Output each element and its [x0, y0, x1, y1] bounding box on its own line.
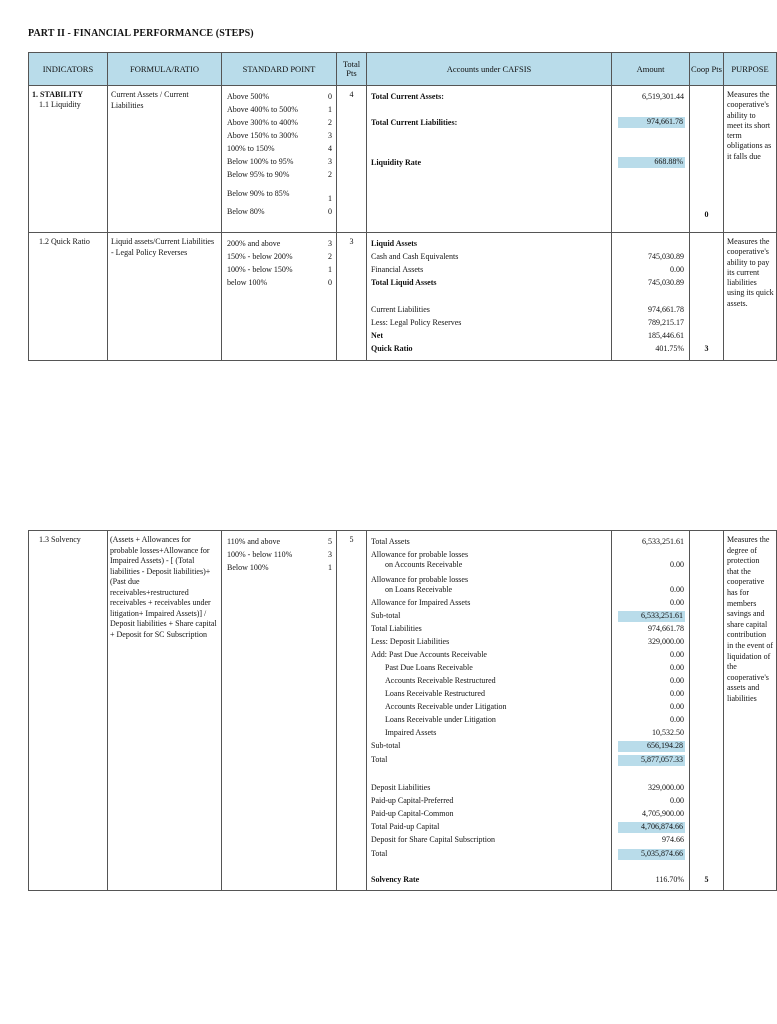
total-pts: 3: [349, 237, 354, 246]
standard-label: Below 100% to 95%: [227, 157, 294, 166]
standard-label: Above 500%: [227, 92, 269, 101]
account-label: on Accounts Receivable: [385, 560, 463, 569]
account-label: Financial Assets: [371, 265, 424, 274]
account-label: Past Due Loans Receivable: [385, 663, 473, 672]
header-total-pts: Total Pts: [337, 53, 367, 86]
section-label: 1. STABILITY: [32, 90, 83, 99]
amount-value: 974,661.78: [648, 624, 684, 633]
standard-pts: 1: [328, 105, 332, 114]
standard-pts: 1: [328, 265, 332, 274]
amount-value: 745,030.89: [648, 252, 684, 261]
standard-label: Above 400% to 500%: [227, 105, 298, 114]
account-label: Allowance for probable losses: [371, 550, 469, 559]
amount-value: 0.00: [670, 598, 684, 607]
account-label: Loans Receivable Restructured: [385, 689, 485, 698]
standard-label: 100% to 150%: [227, 144, 275, 153]
standard-pts: 0: [328, 278, 332, 287]
standard-label: 100% - below 150%: [227, 265, 293, 274]
standard-pts: 0: [328, 92, 332, 101]
total-pts: 4: [349, 90, 354, 99]
table-row-liquidity: [29, 86, 777, 233]
standard-label: Below 100%: [227, 563, 269, 572]
purpose-text: Measures the cooperative's ability to meet its short term obligations as it falls due: [727, 90, 772, 161]
standard-label: 100% - below 110%: [227, 550, 293, 559]
account-label: Allowance for probable losses: [371, 575, 469, 584]
header-indicators: INDICATORS: [29, 53, 108, 86]
account-label: Liquidity Rate: [371, 158, 422, 167]
account-label: Quick Ratio: [371, 344, 413, 353]
header-formula: FORMULA/RATIO: [108, 53, 222, 86]
account-label: Loans Receivable under Litigation: [385, 715, 496, 724]
account-label: Total Assets: [371, 537, 410, 546]
amount-value: 6,533,251.61: [618, 611, 685, 622]
coop-pts: 3: [704, 344, 709, 353]
table-row-solvency: [29, 531, 777, 891]
amount-value: 974.66: [662, 835, 684, 844]
standard-label: below 100%: [227, 278, 268, 287]
header-standard-point: STANDARD POINT: [222, 53, 337, 86]
amount-value: 0.00: [670, 650, 684, 659]
account-label: Less: Legal Policy Reserves: [371, 318, 462, 327]
amount-value: 668.88%: [618, 157, 685, 168]
amount-value: 329,000.00: [648, 637, 684, 646]
coop-pts: 0: [704, 210, 709, 219]
amount-value: 10,532.50: [652, 728, 684, 737]
standard-pts: 0: [328, 207, 332, 216]
indicator-label: 1.3 Solvency: [39, 535, 81, 544]
standard-pts: 3: [328, 157, 332, 166]
amount-value: 974,661.78: [648, 305, 684, 314]
total-pts: 5: [349, 535, 354, 544]
account-label: Accounts Receivable under Litigation: [385, 702, 507, 711]
standard-pts: 2: [328, 170, 332, 179]
account-label: Solvency Rate: [371, 875, 420, 884]
account-label: Allowance for Impaired Assets: [371, 598, 471, 607]
header-amount: Amount: [612, 53, 690, 86]
amount-value: 0.00: [670, 676, 684, 685]
standard-pts: 1: [328, 194, 332, 203]
standard-pts: 3: [328, 239, 332, 248]
solvency-table: [28, 530, 777, 891]
account-label: Impaired Assets: [385, 728, 437, 737]
amount-value: 0.00: [670, 265, 684, 274]
amount-value: 116.70%: [655, 875, 684, 884]
purpose-text: Measures the cooperative's ability to pay its current liabilities using its quick assets.: [727, 237, 774, 308]
amount-value: 4,705,900.00: [642, 809, 684, 818]
amount-value: 0.00: [670, 715, 684, 724]
amount-value: 5,877,057.33: [618, 755, 685, 766]
amount-value: 0.00: [670, 560, 684, 569]
amount-value: 0.00: [670, 689, 684, 698]
account-label: Total Liquid Assets: [371, 278, 437, 287]
amount-value: 401.75%: [655, 344, 684, 353]
table-header-row: [29, 53, 777, 86]
amount-value: 4,706,874.66: [618, 822, 685, 833]
purpose-text: Measures the degree of protection that the cooperative has for members savings and share capital contribution in the event of liquidation of the cooperative's assets and liabilities: [727, 535, 773, 703]
account-label: Paid-up Capital-Preferred: [371, 796, 454, 805]
standard-pts: 1: [328, 563, 332, 572]
standard-label: 110% and above: [227, 537, 281, 546]
indicator-label: 1.2 Quick Ratio: [39, 237, 90, 246]
account-label: Total Paid-up Capital: [371, 822, 440, 831]
formula-text: (Assets + Allowances for probable losses+Allowance for Impaired Assets) - [ (Total liabilities - Deposit liabilities)+(Past due receivables+restructured receivables + receivables under litigation+ Impaired Assets)] / Deposit liabilities + Share capital + Deposit for SC Subscription: [110, 535, 217, 639]
indicator-label: 1.1 Liquidity: [39, 100, 81, 109]
account-label: Total Current Assets:: [371, 92, 444, 101]
account-label: on Loans Receivable: [385, 585, 453, 594]
standard-label: Below 95% to 90%: [227, 170, 290, 179]
account-label: Cash and Cash Equivalents: [371, 252, 459, 261]
standard-label: Below 80%: [227, 207, 265, 216]
header-purpose: PURPOSE: [724, 53, 777, 86]
header-accounts: Accounts under CAFSIS: [367, 53, 612, 86]
amount-value: 6,519,301.44: [642, 92, 684, 101]
standard-label: Above 150% to 300%: [227, 131, 298, 140]
standard-label: Below 90% to 85%: [227, 189, 290, 198]
account-label: Total Liabilities: [371, 624, 422, 633]
account-label: Deposit for Share Capital Subscription: [371, 835, 495, 844]
header-coop-pts: Coop Pts: [690, 53, 724, 86]
formula-text: Current Assets / Current Liabilities: [111, 90, 189, 110]
amount-value: 0.00: [670, 702, 684, 711]
amount-value: 656,194.28: [618, 741, 685, 752]
amount-value: 0.00: [670, 796, 684, 805]
amount-value: 5,035,874.66: [618, 849, 685, 860]
account-label: Add: Past Due Accounts Receivable: [371, 650, 487, 659]
amount-value: 6,533,251.61: [642, 537, 684, 546]
financial-performance-table: [28, 52, 777, 361]
amount-value: 0.00: [670, 585, 684, 594]
account-label: Accounts Receivable Restructured: [385, 676, 496, 685]
amount-value: 0.00: [670, 663, 684, 672]
standard-label: 150% - below 200%: [227, 252, 293, 261]
account-label: Total Current Liabilities:: [371, 118, 458, 127]
account-label: Sub-total: [371, 741, 401, 750]
standard-label: Above 300% to 400%: [227, 118, 298, 127]
page-title: PART II - FINANCIAL PERFORMANCE (STEPS): [28, 28, 254, 39]
account-label: Deposit Liabilities: [371, 783, 431, 792]
account-label: Sub-total: [371, 611, 401, 620]
standard-pts: 2: [328, 252, 332, 261]
account-label: Total: [371, 849, 388, 858]
coop-pts: 5: [704, 875, 709, 884]
account-label: Paid-up Capital-Common: [371, 809, 454, 818]
standard-pts: 4: [328, 144, 332, 153]
amount-value: 789,215.17: [648, 318, 684, 327]
amount-value: 745,030.89: [648, 278, 684, 287]
account-label: Total: [371, 755, 388, 764]
amount-value: 974,661.78: [618, 117, 685, 128]
standard-pts: 5: [328, 537, 332, 546]
standard-pts: 2: [328, 118, 332, 127]
amount-value: 329,000.00: [648, 783, 684, 792]
account-label: Net: [371, 331, 383, 340]
standard-pts: 3: [328, 550, 332, 559]
standard-label: 200% and above: [227, 239, 281, 248]
table-row-quick-ratio: [29, 233, 777, 361]
account-label: Current Liabilities: [371, 305, 430, 314]
account-label: Less: Deposit Liabilities: [371, 637, 450, 646]
amount-value: 185,446.61: [648, 331, 684, 340]
standard-pts: 3: [328, 131, 332, 140]
account-label: Liquid Assets: [371, 239, 418, 248]
formula-text: Liquid assets/Current Liabilities - Legal Policy Reverses: [111, 237, 215, 257]
